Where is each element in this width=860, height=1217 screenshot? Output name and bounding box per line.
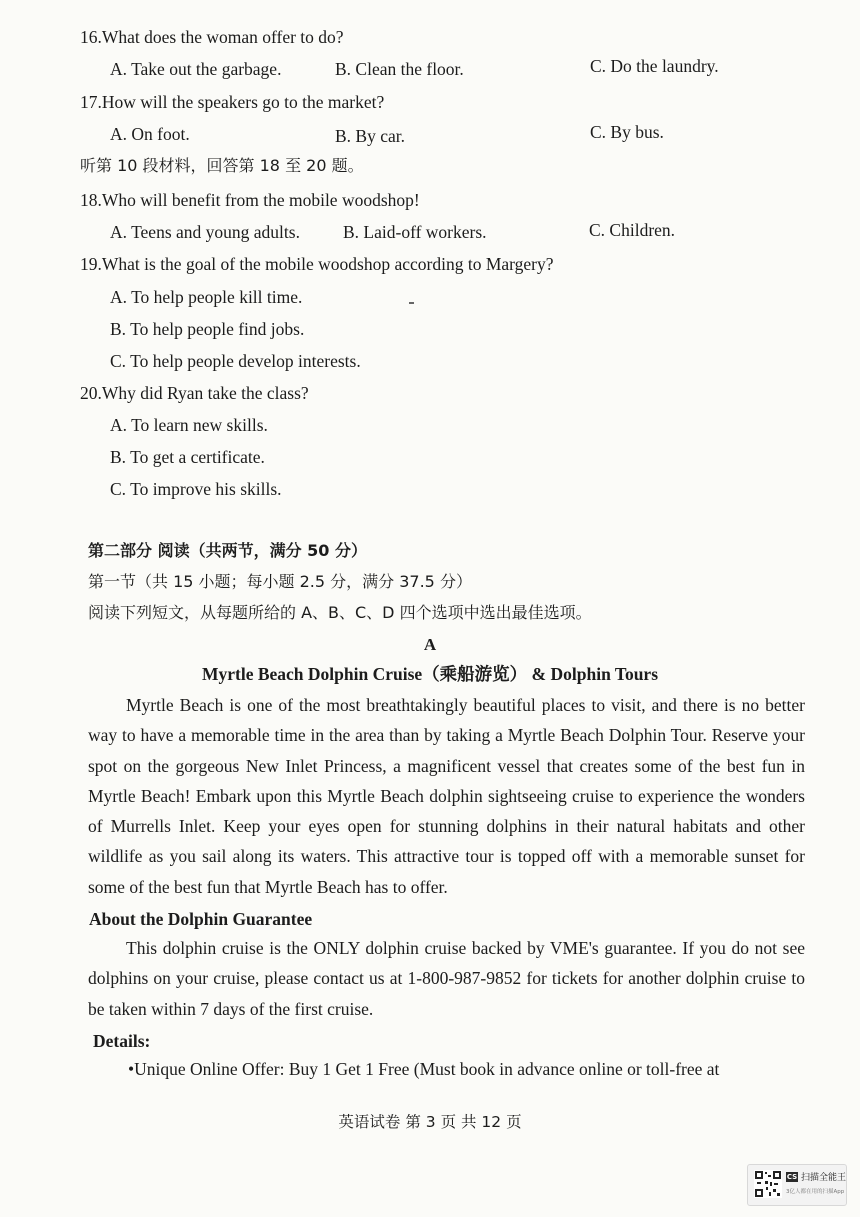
scanner-subtitle: 3亿人都在用的扫描App	[786, 1189, 845, 1195]
passage-paragraph-2-text: This dolphin cruise is the ONLY dolphin cruise backed by VME's guarantee. If you do not see dolphins on your cruise, please contact us at 1-800-987-9852 for tickets for another dolphin cruise to be taken within 7 days of the first cruise.	[88, 938, 805, 1019]
scanner-title: 扫描全能王	[801, 1173, 847, 1183]
question-19-stem: 19.What is the goal of the mobile woodshop according to Margery?	[80, 254, 554, 274]
question-17-option-c: C. By bus.	[590, 122, 664, 142]
question-17-option-a: A. On foot.	[110, 124, 190, 144]
section-heading: 第二部分 阅读（共两节，满分 50 分）	[88, 541, 367, 560]
question-18-stem: 18.Who will benefit from the mobile woodshop!	[80, 190, 420, 210]
camscanner-logo-icon: CS	[786, 1173, 798, 1181]
question-20-option-c: C. To improve his skills.	[110, 479, 282, 499]
page-footer: 英语试卷 第 3 页 共 12 页	[338, 1113, 522, 1131]
question-16-option-c: C. Do the laundry.	[590, 56, 719, 76]
section-part-heading: 第一节（共 15 小题；每小题 2.5 分，满分 37.5 分）	[88, 572, 472, 591]
question-19-option-b: B. To help people find jobs.	[110, 319, 305, 339]
question-16-option-b: B. Clean the floor.	[335, 59, 464, 79]
question-20-option-a: A. To learn new skills.	[110, 415, 268, 435]
qr-code-icon	[754, 1170, 782, 1198]
question-18-option-c: C. Children.	[589, 220, 676, 240]
question-17-stem: 17.How will the speakers go to the market?	[80, 92, 385, 112]
listening-instruction: 听第 10 段材料，回答第 18 至 20 题。	[80, 156, 364, 175]
question-20-option-b: B. To get a certificate.	[110, 447, 265, 467]
guarantee-heading: About the Dolphin Guarantee	[89, 909, 313, 929]
passage-paragraph-1-text: Myrtle Beach is one of the most breathtakingly beautiful places to visit, and there is no better way to have a memorable time in the area than by taking a Myrtle Beach Dolphin Tour. Reserve your spot on the gorgeous New Inlet Princess, a magnificent vessel that creates some of the best fun in Myrtle Beach! Embark upon this Myrtle Beach dolphin sightseeing cruise to experience the wonders of Murrells Inlet. Keep your eyes open for stunning dolphins in their natural habitats and other wildlife as you sail along its waters. This attractive tour is topped off with a memorable sunset for some of the best fun that Myrtle Beach has to offer.	[88, 695, 805, 897]
details-heading: Details:	[93, 1031, 151, 1051]
question-20-stem: 20.Why did Ryan take the class?	[80, 383, 309, 403]
passage-paragraph-1	[88, 690, 805, 902]
question-16-stem: 16.What does the woman offer to do?	[80, 27, 344, 47]
question-18-option-a: A. Teens and young adults.	[110, 222, 300, 242]
question-19-option-a: A. To help people kill time.	[110, 287, 303, 307]
detail-item-1: •Unique Online Offer: Buy 1 Get 1 Free (Must book in advance online or toll-free at	[128, 1059, 720, 1079]
section-directions: 阅读下列短文，从每题所给的 A、B、C、D 四个选项中选出最佳选项。	[88, 603, 592, 622]
passage-paragraph-2	[88, 933, 805, 1024]
passage-title: Myrtle Beach Dolphin Cruise（乘船游览） & Dolphin Tours	[201, 664, 659, 684]
question-17-option-b: B. By car.	[335, 126, 405, 146]
question-19-option-c: C. To help people develop interests.	[110, 351, 361, 371]
passage-letter: A	[423, 635, 437, 654]
question-16-option-a: A. Take out the garbage.	[110, 59, 282, 79]
question-18-option-b: B. Laid-off workers.	[343, 222, 487, 242]
scan-speck	[409, 302, 414, 304]
scanner-watermark	[747, 1164, 847, 1206]
